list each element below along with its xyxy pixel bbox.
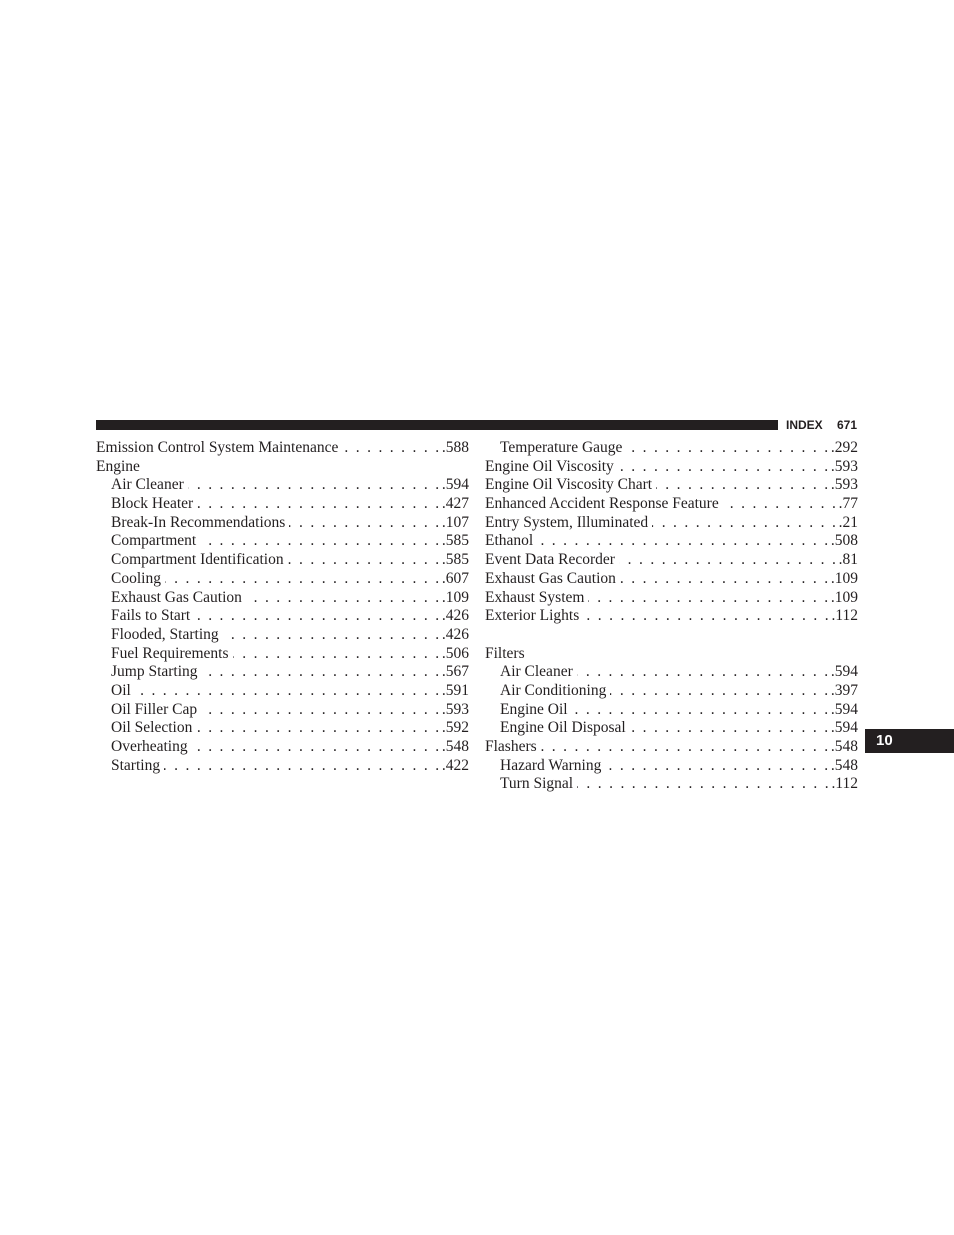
index-entry-page: .506 (441, 644, 469, 662)
dot-leader (194, 607, 441, 626)
index-entry-label: Oil Filler Cap (111, 700, 198, 718)
index-entry (96, 719, 469, 738)
index-entry-label: Air Cleaner (500, 663, 573, 681)
dot-leader (289, 514, 441, 533)
index-entry-page: .593 (441, 700, 469, 718)
dot-leader (618, 458, 830, 477)
index-entry-page: .594 (830, 663, 858, 681)
index-entry-page: .109 (830, 569, 858, 587)
index-entry-label: Cooling (111, 569, 161, 587)
index-entry-label: Air Cleaner (111, 476, 184, 494)
index-entry-label: Hazard Warning (500, 756, 602, 774)
index-entry-page: .548 (830, 738, 858, 755)
index-entry (485, 775, 858, 794)
index-entry-label: Break-In Recommendations (111, 513, 286, 531)
dot-leader (619, 551, 838, 570)
index-entry-label: Starting (111, 756, 161, 774)
dot-leader (537, 532, 830, 551)
index-entry-page: .426 (441, 625, 469, 643)
index-entry-page: .594 (830, 719, 858, 737)
dot-leader (630, 719, 830, 738)
section-title: INDEX (786, 418, 823, 432)
index-entry-label: Oil Selection (111, 719, 193, 737)
index-entry-label: Exterior Lights (485, 607, 580, 625)
dot-leader (233, 645, 441, 664)
index-entry-page: .548 (830, 756, 858, 774)
index-entry-label: Engine (96, 457, 140, 475)
index-entry-page: .77 (838, 495, 858, 513)
dot-leader (577, 663, 830, 682)
index-entry (96, 701, 469, 720)
dot-leader (188, 476, 441, 495)
index-entry-page: .585 (441, 532, 469, 550)
index-entry (485, 532, 858, 551)
index-entry (485, 738, 858, 757)
index-entry (96, 626, 469, 645)
dot-leader (196, 719, 441, 738)
index-entry-label: Exhaust Gas Caution (485, 569, 616, 587)
index-entry-page: .81 (838, 551, 858, 569)
index-entry-label: Compartment Identification (111, 551, 284, 569)
index-entry-label: Fuel Requirements (111, 644, 229, 662)
index-entry (96, 682, 469, 701)
index-entry-page: .567 (441, 663, 469, 681)
index-entry (485, 757, 858, 776)
dot-leader (200, 532, 441, 551)
index-entry-label: Exhaust Gas Caution (111, 588, 242, 606)
dot-leader (164, 757, 441, 776)
index-entry-page: .593 (830, 476, 858, 494)
index-entry-label: Oil (111, 681, 131, 699)
index-entry-page: .427 (441, 495, 469, 513)
index-entry (96, 757, 469, 776)
index-entry-label: Jump Starting (111, 663, 198, 681)
index-entry (485, 701, 858, 720)
index-entry-label: Engine Oil Viscosity Chart (485, 476, 653, 494)
index-entry-label: Entry System, Illuminated (485, 513, 649, 531)
index-entry-label: Flooded, Starting (111, 625, 219, 643)
index-entry-page: .585 (441, 551, 469, 569)
index-entry-label: Temperature Gauge (500, 439, 623, 456)
index-entry (485, 719, 858, 738)
index-entry (96, 663, 469, 682)
index-column-right (485, 439, 858, 794)
index-entry (485, 645, 858, 664)
index-entry-label: Fails to Start (111, 607, 191, 625)
index-entry-label: Compartment (111, 532, 197, 550)
dot-leader (656, 476, 830, 495)
index-entry (485, 439, 858, 458)
index-entry-label: Emission Control System Maintenance (96, 439, 339, 456)
index-entry-page: .594 (830, 700, 858, 718)
index-entry-page: .422 (441, 756, 469, 774)
dot-leader (135, 682, 441, 701)
index-entry-page: .107 (441, 513, 469, 531)
page-number: 671 (837, 418, 858, 432)
index-entry (485, 476, 858, 495)
index-entry (96, 570, 469, 589)
dot-leader (588, 589, 829, 608)
index-entry-page: .112 (831, 775, 858, 793)
index-column-left (96, 439, 469, 775)
index-entry (485, 589, 858, 608)
dot-leader (201, 701, 441, 720)
dot-leader (583, 607, 830, 626)
index-entry-label: Engine Oil Disposal (500, 719, 626, 737)
index-entry-page: .397 (830, 681, 858, 699)
index-entry (96, 514, 469, 533)
index-entry (485, 663, 858, 682)
index-entry-label: Filters (485, 644, 525, 662)
index-entry-page: .593 (830, 457, 858, 475)
index-entry (485, 570, 858, 589)
index-entry-page: .588 (441, 439, 469, 456)
index-entry-page: .112 (831, 607, 858, 625)
index-entry-label: Event Data Recorder (485, 551, 615, 569)
index-entry-page: .21 (838, 513, 858, 531)
dot-leader (541, 738, 830, 757)
index-entry-label: Engine Oil Viscosity (485, 457, 614, 475)
index-entry-label: Overheating (111, 738, 188, 755)
index-entry (96, 476, 469, 495)
dot-leader (288, 551, 441, 570)
index-entry (485, 607, 858, 626)
index-entry-page: .109 (830, 588, 858, 606)
index-entry-label: Enhanced Accident Response Feature (485, 495, 719, 513)
index-entry-label: Turn Signal (500, 775, 574, 793)
index-entry-page: .426 (441, 607, 469, 625)
index-entry (485, 495, 858, 514)
index-entry-label: Flashers (485, 738, 537, 755)
index-spacer (485, 626, 858, 645)
index-entry (485, 551, 858, 570)
dot-leader (197, 495, 441, 514)
index-entry (96, 738, 469, 757)
index-entry-page: .607 (441, 569, 469, 587)
index-entry-label: Air Conditioning (500, 681, 607, 699)
dot-leader (202, 663, 441, 682)
dot-leader (165, 570, 441, 589)
index-entry (96, 607, 469, 626)
index-entry (485, 458, 858, 477)
dot-leader (610, 682, 830, 701)
index-entry-label: Exhaust System (485, 588, 585, 606)
index-entry (96, 551, 469, 570)
dot-leader (342, 439, 440, 458)
chapter-tab: 10 (865, 729, 954, 753)
index-entry-page: .594 (441, 476, 469, 494)
dot-leader (652, 514, 837, 533)
index-entry (485, 682, 858, 701)
index-entry (96, 439, 469, 458)
index-entry (96, 589, 469, 608)
index-entry-page: .292 (830, 439, 858, 456)
index-entry-label: Block Heater (111, 495, 194, 513)
index-entry-page: .591 (441, 681, 469, 699)
index-entry (96, 532, 469, 551)
index-entry (96, 458, 469, 477)
index-entry-page: .592 (441, 719, 469, 737)
dot-leader (572, 701, 830, 720)
index-entry (485, 514, 858, 533)
dot-leader (246, 589, 441, 608)
header-rule (96, 420, 778, 430)
dot-leader (577, 775, 830, 794)
dot-leader (723, 495, 838, 514)
index-entry-page: .109 (441, 588, 469, 606)
index-entry-label: Ethanol (485, 532, 534, 550)
index-entry-page: .508 (830, 532, 858, 550)
dot-leader (192, 738, 441, 757)
index-entry (96, 495, 469, 514)
index-entry (96, 645, 469, 664)
dot-leader (223, 626, 441, 645)
dot-leader (626, 439, 829, 458)
index-entry-page: .548 (441, 738, 469, 755)
dot-leader (620, 570, 830, 589)
dot-leader (605, 757, 830, 776)
index-entry-label: Engine Oil (500, 700, 568, 718)
